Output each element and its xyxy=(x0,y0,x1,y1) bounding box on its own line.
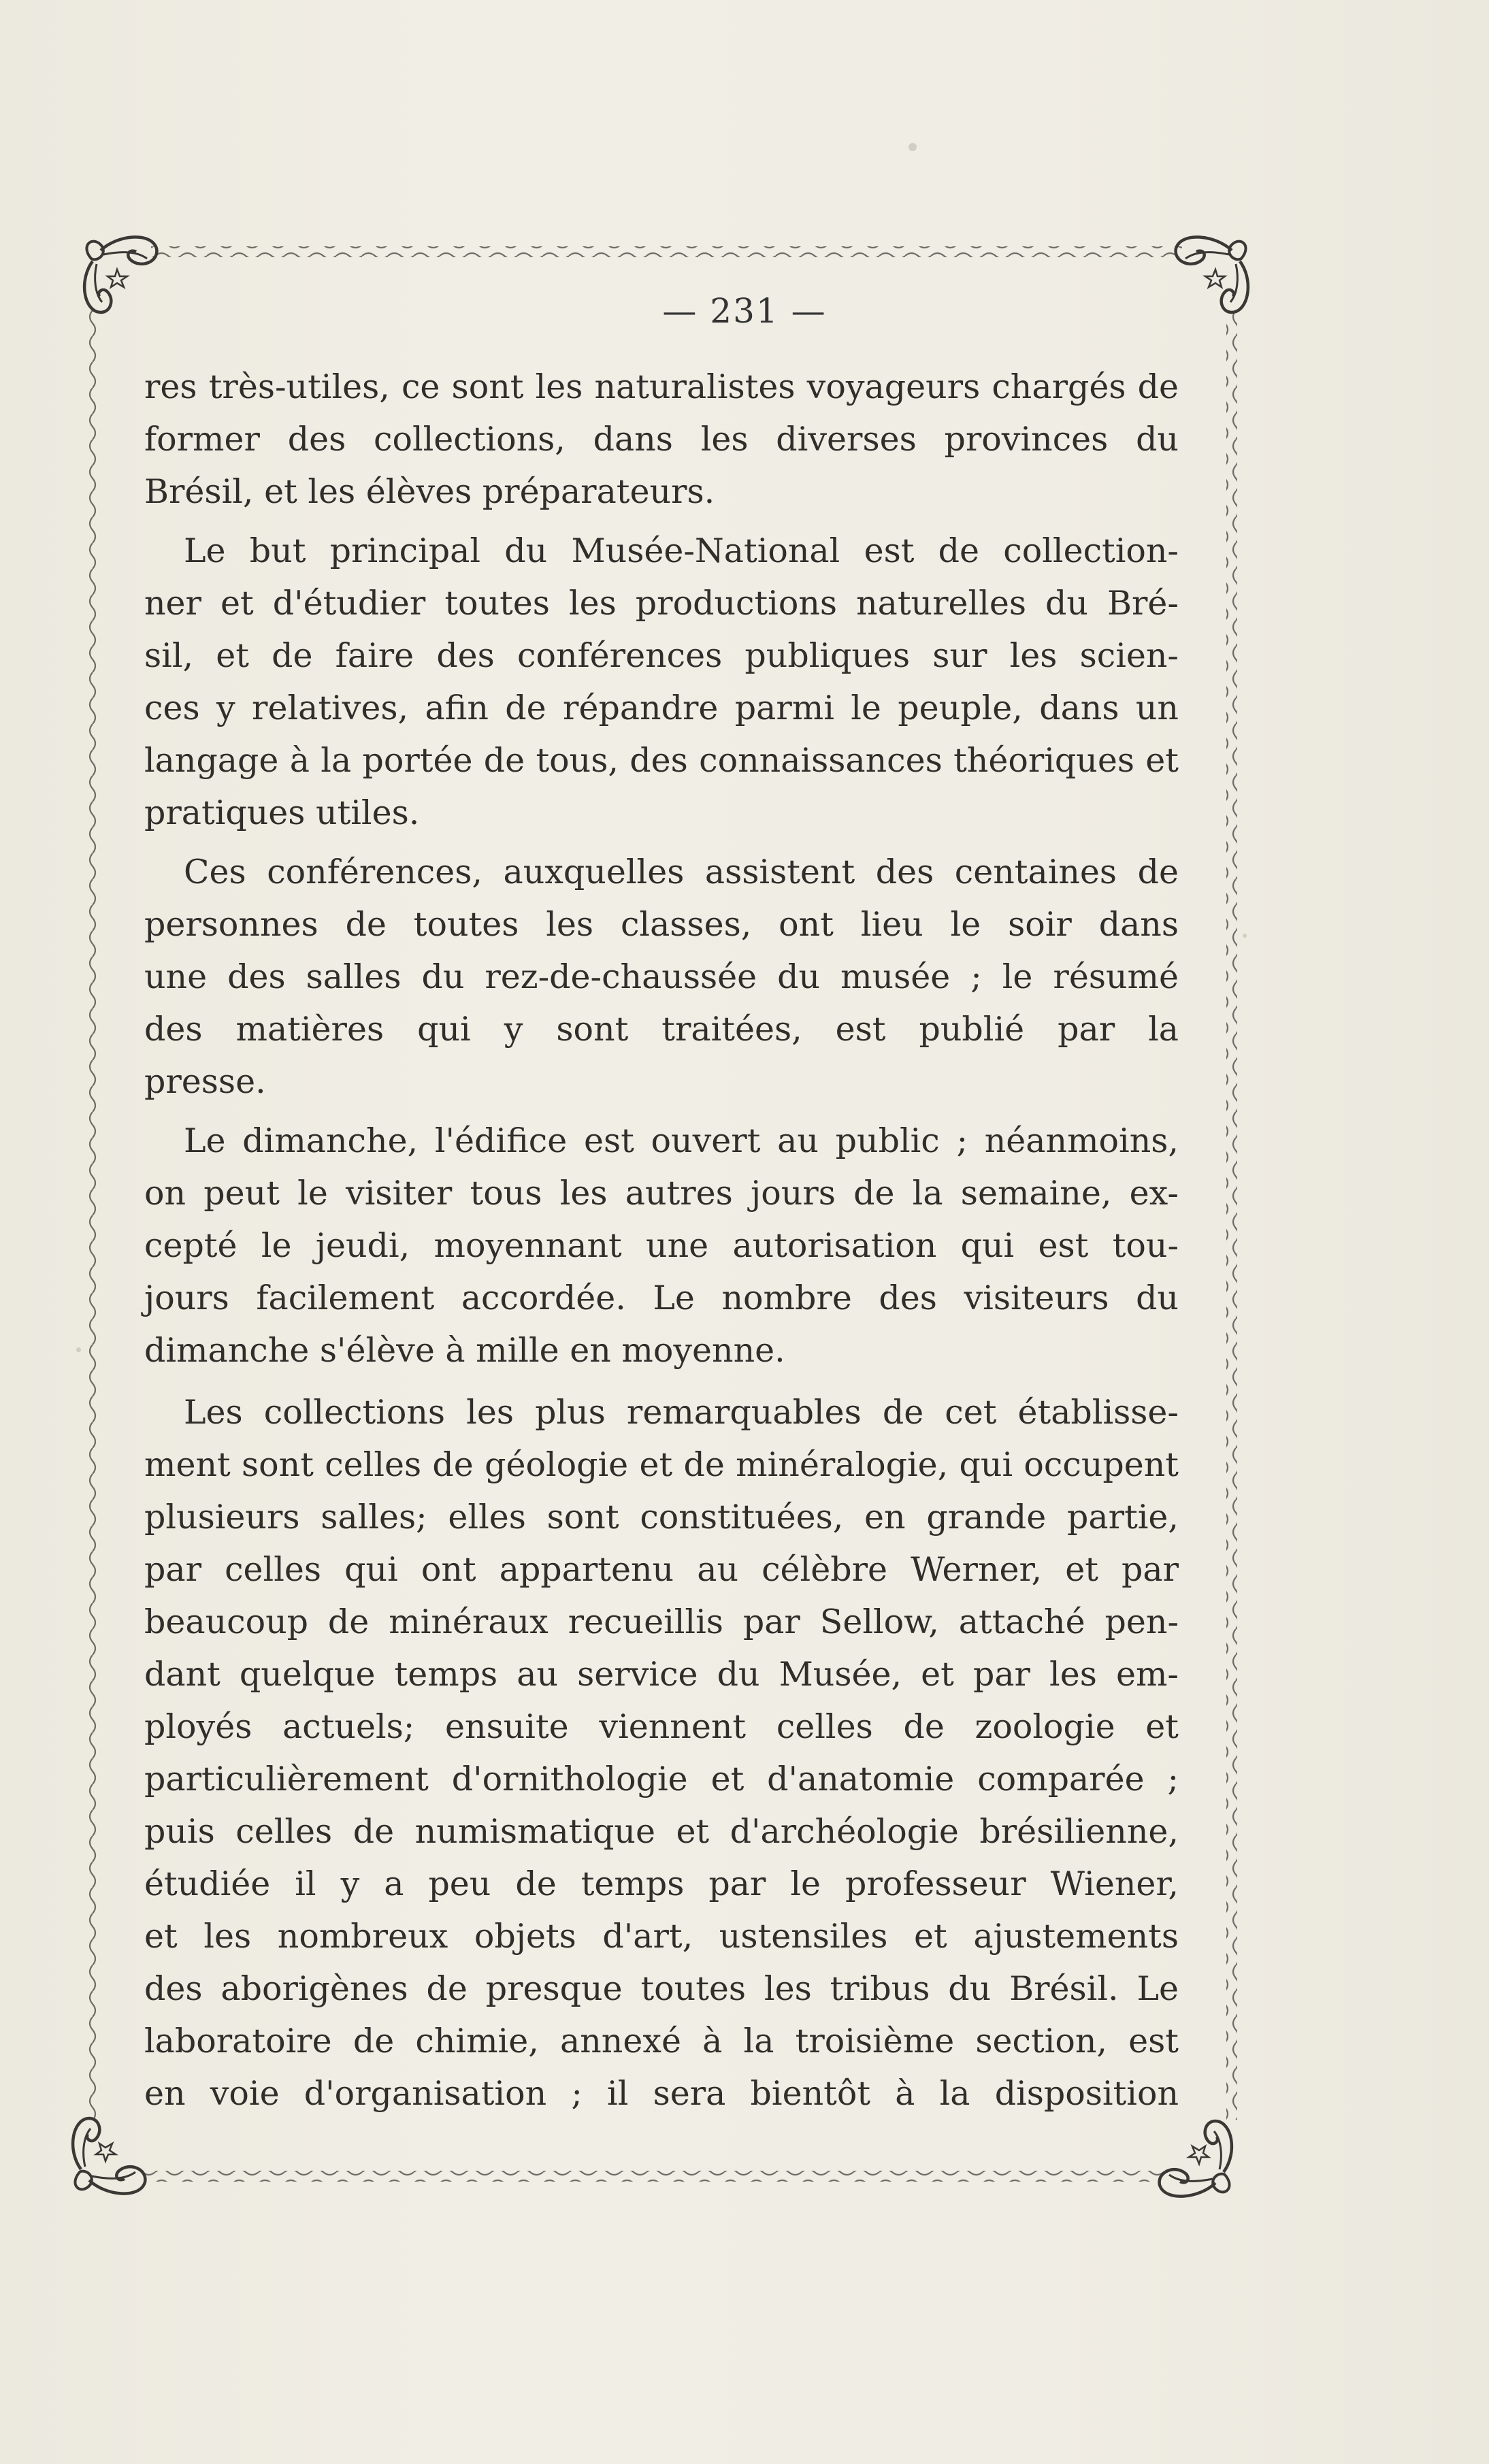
text-line: sil, et de faire des conférences publiques sur les scien- xyxy=(144,636,1179,675)
paper-speck xyxy=(1243,934,1247,938)
text-line: puis celles de numismatique et d'archéologie brésilienne, xyxy=(144,1812,1179,1851)
text-line: en voie d'organisation ; il sera bientôt à la disposition xyxy=(144,2074,1179,2113)
paper-speck xyxy=(76,1347,81,1352)
text-line: ner et d'étudier toutes les productions naturelles du Bré- xyxy=(144,584,1179,623)
text-line: Le but principal du Musée-National est de collection- xyxy=(184,531,1179,570)
text-line: cepté le jeudi, moyennant une autorisation qui est tou- xyxy=(144,1226,1179,1265)
text-line: former des collections, dans les diverses provinces du xyxy=(144,420,1179,459)
text-line: laboratoire de chimie, annexé à la troisième section, est xyxy=(144,2022,1179,2060)
text-line: particulièrement d'ornithologie et d'anatomie comparée ; xyxy=(144,1760,1179,1798)
text-line: ces y relatives, afin de répandre parmi le peuple, dans un xyxy=(144,689,1179,727)
text-line: dant quelque temps au service du Musée, et par les em- xyxy=(144,1655,1179,1694)
flourish-bottom-right-icon xyxy=(1160,2121,1232,2197)
border-left-line xyxy=(88,310,99,2120)
text-line: jours facilement accordée. Le nombre des visiteurs du xyxy=(144,1279,1179,1317)
text-line: Le dimanche, l'édifice est ouvert au public ; néanmoins, xyxy=(184,1121,1179,1160)
text-line: on peut le visiter tous les autres jours de la semaine, ex- xyxy=(144,1174,1179,1213)
text-line: plusieurs salles; elles sont constituées, en grande partie, xyxy=(144,1498,1179,1537)
text-line: presse. xyxy=(144,1062,266,1101)
text-line: langage à la portée de tous, des connaissances théoriques et xyxy=(144,741,1179,780)
paragraph-1 xyxy=(144,361,1179,518)
paragraph-2 xyxy=(144,525,1179,839)
text-line: étudiée il y a peu de temps par le professeur Wiener, xyxy=(144,1865,1179,1903)
text-line: dimanche s'élève à mille en moyenne. xyxy=(144,1331,785,1370)
text-line: des aborigènes de presque toutes les tribus du Brésil. Le xyxy=(144,1969,1179,2008)
text-line: ployés actuels; ensuite viennent celles de zoologie et xyxy=(144,1707,1179,1746)
text-line: ment sont celles de géologie et de minéralogie, qui occupent xyxy=(144,1445,1179,1484)
text-line: beaucoup de minéraux recueillis par Sellow, attaché pen- xyxy=(144,1603,1179,1641)
text-line: une des salles du rez-de-chaussée du musée ; le résumé xyxy=(144,957,1179,996)
text-line: et les nombreux objets d'art, ustensiles et ajustements xyxy=(144,1917,1179,1956)
border-top-line xyxy=(151,246,1182,257)
text-line: Les collections les plus remarquables de cet établisse- xyxy=(184,1393,1179,1432)
border-bottom-line xyxy=(143,2171,1164,2182)
paragraph-3 xyxy=(144,846,1179,1108)
text-line: personnes de toutes les classes, ont lieu le soir dans xyxy=(144,905,1179,944)
text-line: par celles qui ont appartenu au célèbre Werner, et par xyxy=(144,1550,1179,1589)
paper-speck xyxy=(909,143,917,151)
body-text xyxy=(144,361,1179,2120)
text-line: Ces conférences, auxquelles assistent des centaines de xyxy=(184,853,1179,891)
border-right-line xyxy=(1226,310,1237,2120)
page-number: — 231 — xyxy=(662,291,827,331)
text-line: Brésil, et les élèves préparateurs. xyxy=(144,472,715,511)
text-line: des matières qui y sont traitées, est publié par la xyxy=(144,1010,1179,1049)
text-line: res très-utiles, ce sont les naturalistes voyageurs chargés de xyxy=(144,367,1179,406)
text-line: pratiques utiles. xyxy=(144,793,420,832)
paragraph-4 xyxy=(144,1115,1179,1377)
flourish-bottom-left-icon xyxy=(73,2118,145,2194)
paragraph-5 xyxy=(144,1386,1179,2120)
